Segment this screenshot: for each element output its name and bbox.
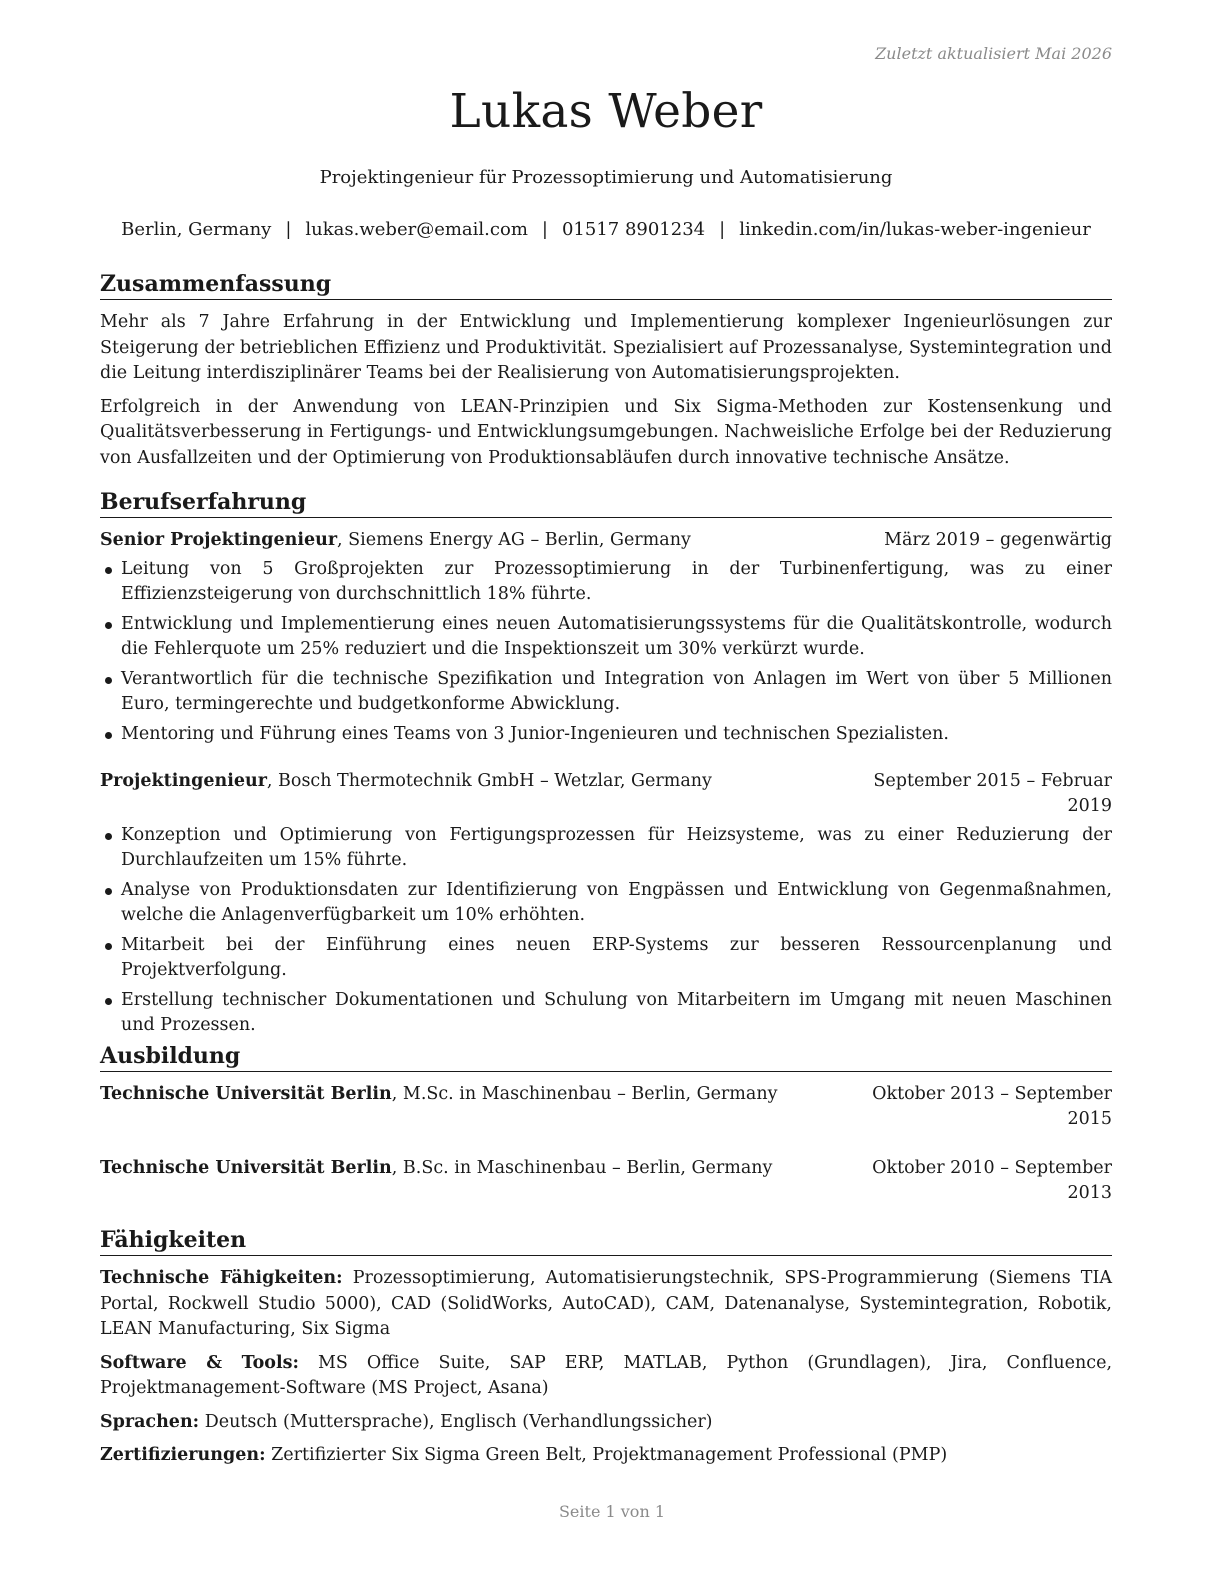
- skill-item: [100, 1266, 1112, 1343]
- education-degree: , M.Sc. in Maschinenbau – Berlin, Germany: [391, 1084, 778, 1104]
- page-footer: Seite 1 von 1: [558, 1502, 666, 1521]
- job-title-line: [100, 528, 691, 553]
- job-entry: [100, 769, 1112, 1038]
- skill-item: [100, 1410, 1112, 1436]
- job-dates: März 2019 – gegenwärtig: [884, 530, 1112, 550]
- education-entry: [100, 1082, 1112, 1132]
- contact-separator: |: [541, 219, 548, 240]
- section-title-experience: Berufserfahrung: [100, 488, 1112, 518]
- section-title-education: Ausbildung: [100, 1042, 1112, 1072]
- education-dates: Oktober 2010 – September 2013: [872, 1158, 1112, 1203]
- contact-location: Berlin, Germany: [121, 219, 272, 240]
- section-title-skills: Fähigkeiten: [100, 1226, 1112, 1256]
- skill-text: Prozessoptimierung, Automatisierungstechnik, SPS-Programmierung (Siemens TIA Portal, Rockwell Studio 5000), CAD (SolidWorks, AutoCAD), CAM, Datenanalyse, Systemintegration, Robotik, LEAN Manufacturing, Six Sigma: [100, 1268, 1112, 1339]
- job-dates: September 2015 – Februar 2019: [873, 771, 1112, 816]
- job-entry: [100, 528, 1112, 747]
- skill-label: Sprachen:: [100, 1411, 200, 1432]
- skill-label: Technische Fähigkeiten:: [100, 1268, 343, 1288]
- contact-separator: |: [285, 219, 292, 240]
- education-dates: Oktober 2013 – September 2015: [872, 1084, 1112, 1129]
- skill-label: Software & Tools:: [100, 1352, 299, 1373]
- last-updated: Zuletzt aktualisiert Mai 2026: [875, 44, 1112, 63]
- skill-text: MS Office Suite, SAP ERP, MATLAB, Python (Grundlagen), Jira, Confluence, Projektmanagement-Software (MS Project, Asana): [100, 1352, 1113, 1398]
- job-title-line: [100, 769, 712, 819]
- education-school: Technische Universität Berlin: [100, 1084, 392, 1104]
- job-bullet: Verantwortlich für die technische Spezifikation und Integration von Anlagen im Wert von über 5 Millionen Euro, termingerechte und budgetkonforme Abwicklung.: [100, 667, 1112, 717]
- skill-text: Zertifizierter Six Sigma Green Belt, Projektmanagement Professional (PMP): [265, 1445, 948, 1465]
- job-bullet: Mentoring und Führung eines Teams von 3 Junior-Ingenieuren und technischen Spezialisten.: [100, 722, 1112, 747]
- skill-item: [100, 1443, 1112, 1469]
- skill-item: [100, 1351, 1112, 1402]
- education-section: [100, 1042, 1112, 1206]
- education-school: Technische Universität Berlin: [100, 1158, 392, 1178]
- contact-phone: 01517 8901234: [561, 219, 706, 240]
- job-bullet: Entwicklung und Implementierung eines neuen Automatisierungssystems für die Qualitätskontrolle, wodurch die Fehlerquote um 25% reduziert und die Inspektionszeit um 30% verkürzt wurde.: [100, 612, 1112, 662]
- education-degree: , B.Sc. in Maschinenbau – Berlin, Germany: [391, 1158, 773, 1178]
- summary-section: [100, 270, 1112, 479]
- candidate-tagline: Projektingenieur für Prozessoptimierung und Automatisierung: [319, 167, 893, 188]
- job-bullet: Erstellung technischer Dokumentationen und Schulung von Mitarbeitern im Umgang mit neuen Maschinen und Prozessen.: [100, 988, 1112, 1038]
- skill-text: Deutsch (Muttersprache), Englisch (Verhandlungssicher): [199, 1411, 713, 1432]
- education-line: [100, 1082, 777, 1132]
- job-role: Senior Projektingenieur: [100, 530, 338, 550]
- job-bullet: Mitarbeit bei der Einführung eines neuen ERP-Systems zur besseren Ressourcenplanung und Projektverfolgung.: [100, 933, 1112, 983]
- contact-email[interactable]: lukas.weber@email.com: [305, 219, 528, 240]
- skill-label: Zertifizierungen:: [100, 1445, 266, 1465]
- job-bullet: Leitung von 5 Großprojekten zur Prozessoptimierung in der Turbinenfertigung, was zu einer Effizienzsteigerung von durchschnittlich 18% führte.: [100, 557, 1112, 607]
- job-company: , Bosch Thermotechnik GmbH – Wetzlar, Germany: [266, 771, 712, 791]
- job-header: [100, 528, 1112, 553]
- job-bullets: [100, 823, 1112, 1038]
- summary-paragraph: Erfolgreich in der Anwendung von LEAN-Prinzipien und Six Sigma-Methoden zur Kostensenkung und Qualitätsverbesserung in Fertigungs- und Entwicklungsumgebungen. Nachweisliche Erfolge bei der Reduzierung von Ausfallzeiten und der Optimierung von Produktionsabläufen durch innovative technische Ansätze.: [100, 396, 1112, 468]
- contact-linkedin[interactable]: linkedin.com/in/lukas-weber-ingenieur: [739, 219, 1091, 240]
- summary-paragraph: Mehr als 7 Jahre Erfahrung in der Entwicklung und Implementierung komplexer Ingenieurlösungen zur Steigerung der betrieblichen Effizienz und Produktivität. Spezialisiert auf Prozessanalyse, Systemintegration und die Leitung interdisziplinärer Teams bei der Realisierung von Automatisierungsprojekten.: [100, 312, 1112, 383]
- job-role: Projektingenieur: [100, 771, 267, 791]
- job-header: [100, 769, 1112, 819]
- skills-section: [100, 1226, 1112, 1477]
- education-line: [100, 1156, 772, 1206]
- job-company: , Siemens Energy AG – Berlin, Germany: [337, 530, 691, 550]
- education-entry: [100, 1156, 1112, 1206]
- contact-separator: |: [719, 219, 726, 240]
- candidate-name: Lukas Weber: [449, 84, 763, 139]
- job-bullet: Konzeption und Optimierung von Fertigungsprozessen für Heizsysteme, was zu einer Reduzierung der Durchlaufzeiten um 15% führte.: [100, 823, 1112, 873]
- contact-line: [100, 219, 1112, 240]
- experience-section: [100, 488, 1112, 1043]
- section-title-summary: Zusammenfassung: [100, 270, 1112, 300]
- job-bullet: Analyse von Produktionsdaten zur Identifizierung von Engpässen und Entwicklung von Gegenmaßnahmen, welche die Anlagenverfügbarkeit um 10% erhöhten.: [100, 878, 1112, 928]
- job-bullets: [100, 557, 1112, 747]
